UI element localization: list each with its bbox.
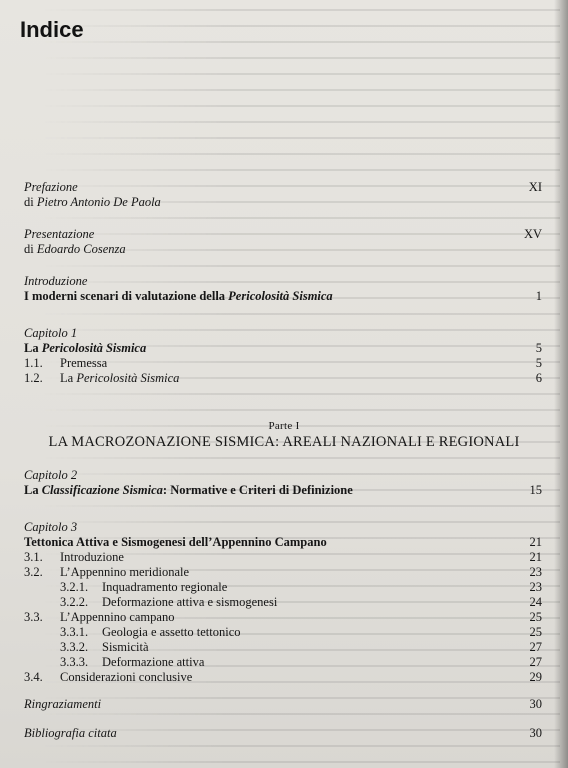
toc-item-3-3: 3.3. L’Appennino campano 25 [24, 610, 542, 624]
toc-item-3-4: 3.4. Considerazioni conclusive 29 [24, 670, 542, 684]
capitolo1-title: La Pericolosità Sismica 5 [24, 341, 542, 355]
prefazione-label: Prefazione XI [24, 180, 542, 194]
toc-item-3-1: 3.1. Introduzione 21 [24, 550, 542, 564]
part-title: LA MACROZONAZIONE SISMICA: AREALI NAZIONALI E REGIONALI [48, 434, 520, 450]
presentazione-label: Presentazione XV [24, 227, 542, 241]
capitolo3-page: 21 [529, 535, 542, 549]
capitolo2-label: Capitolo 2 [24, 468, 78, 482]
presentazione-page: XV [523, 227, 542, 241]
introduzione-title: I moderni scenari di valutazione della Pericolosità Sismica 1 [24, 289, 542, 303]
toc-item-3-2-1: 3.2.1. Inquadramento regionale 23 [60, 580, 542, 594]
presentazione-author-line: di Edoardo Cosenza [24, 242, 126, 256]
capitolo3-label: Capitolo 3 [24, 520, 78, 534]
toc-item-3-2: 3.2. L’Appennino meridionale 23 [24, 565, 542, 579]
prefazione-author-line: di Pietro Antonio De Paola [24, 195, 161, 209]
page-edge-shadow [554, 0, 568, 768]
part-label: Parte I [268, 420, 300, 432]
toc-item-1-2: 1.2. La Pericolosità Sismica 6 [24, 371, 542, 385]
prefazione-page: XI [528, 180, 542, 194]
capitolo2-title: La Classificazione Sismica: Normative e Criteri di Definizione 15 [24, 483, 542, 497]
capitolo1-label: Capitolo 1 [24, 326, 78, 340]
prefazione-author: Pietro Antonio De Paola [36, 195, 161, 209]
introduzione-label: Introduzione [24, 274, 88, 288]
toc-item-3-3-3: 3.3.3. Deformazione attiva 27 [60, 655, 542, 669]
toc-item-3-2-2: 3.2.2. Deformazione attiva e sismogenesi 24 [60, 595, 542, 609]
capitolo1-page: 5 [535, 341, 542, 355]
page-heading: Indice [20, 17, 84, 42]
toc-item-3-3-2: 3.3.2. Sismicità 27 [60, 640, 542, 654]
toc-item-1-1: 1.1. Premessa 5 [24, 356, 542, 370]
ringraziamenti-page: 30 [529, 697, 542, 711]
bibliografia-label: Bibliografia citata 30 [24, 726, 542, 740]
capitolo3-title: Tettonica Attiva e Sismogenesi dell’Appennino Campano 21 [24, 535, 542, 549]
presentazione-author: Edoardo Cosenza [36, 242, 126, 256]
introduzione-page: 1 [535, 289, 542, 303]
bibliografia-page: 30 [529, 726, 542, 740]
capitolo2-page: 15 [529, 483, 542, 497]
ringraziamenti-label: Ringraziamenti 30 [24, 697, 542, 711]
toc-item-3-3-1: 3.3.1. Geologia e assetto tettonico 25 [60, 625, 542, 639]
